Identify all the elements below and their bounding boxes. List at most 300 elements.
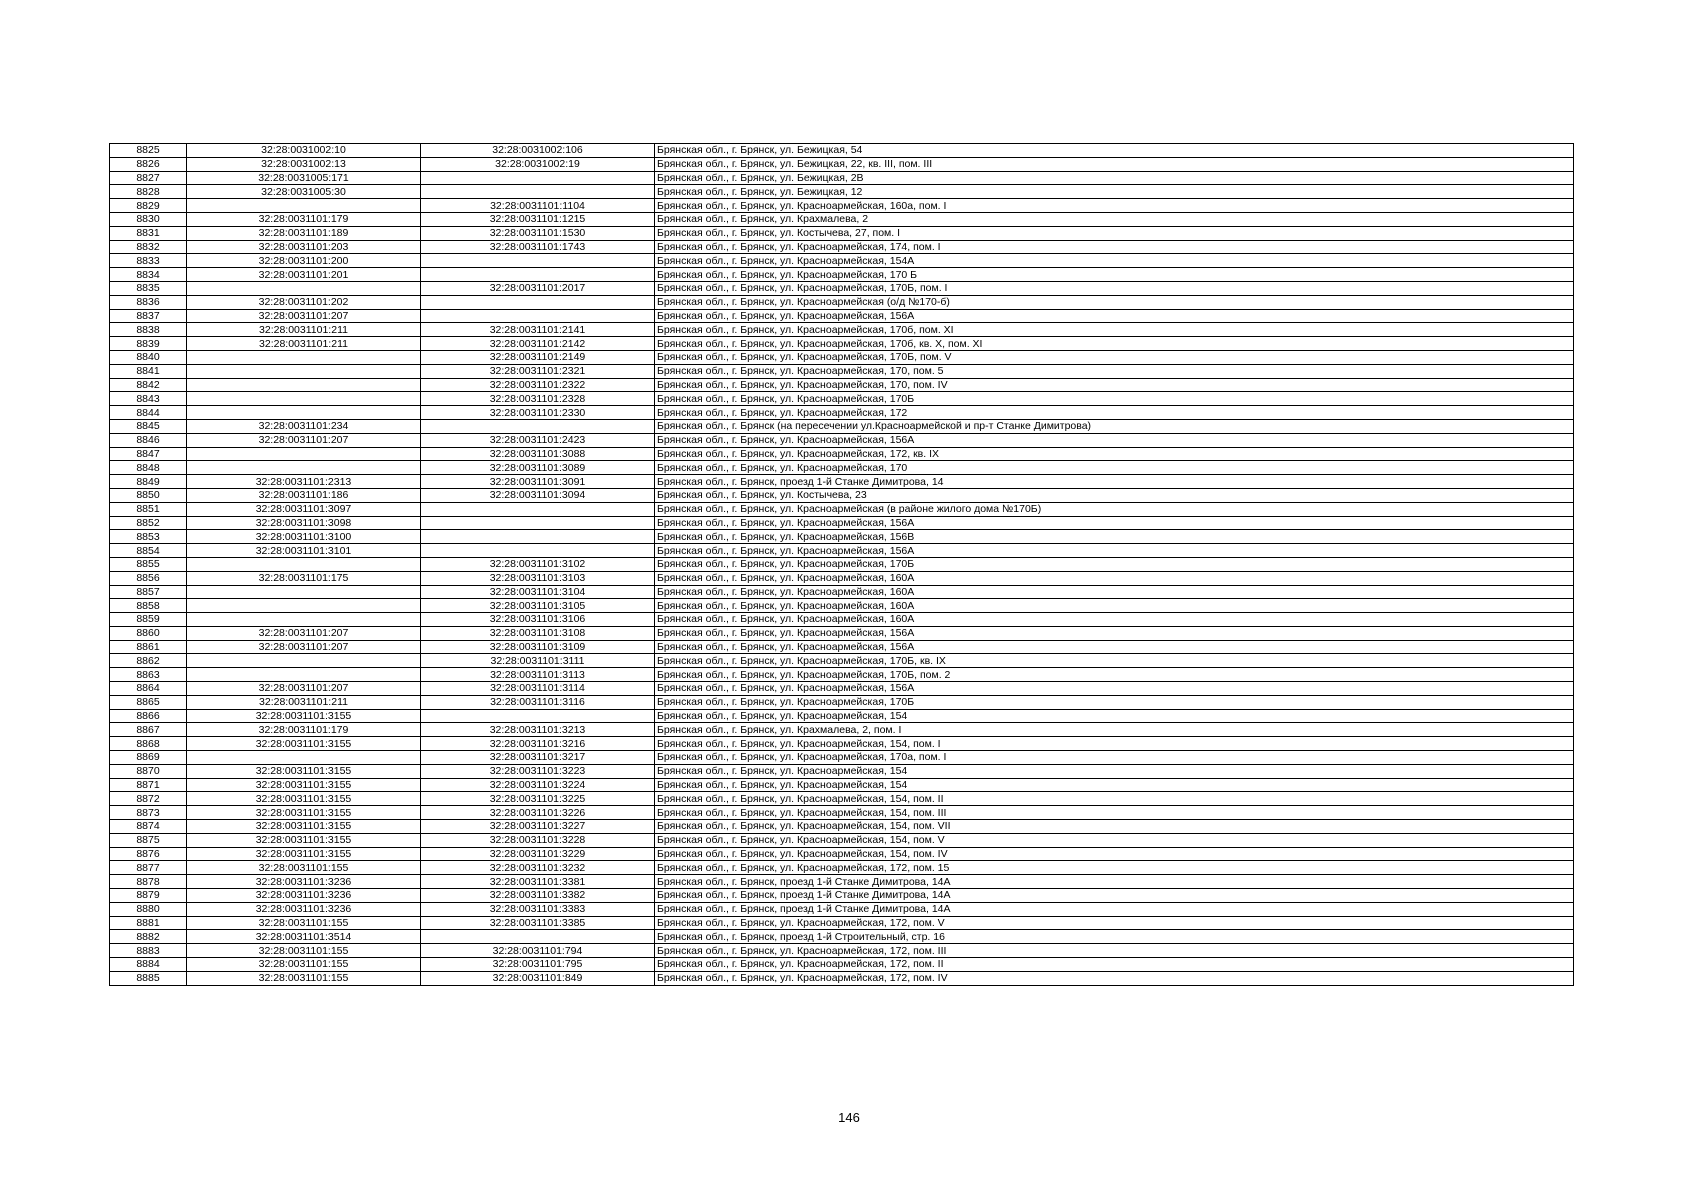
address-cell: Брянская обл., г. Брянск, ул. Красноармейская, 154, пом. VII (655, 820, 1574, 834)
table-row (110, 778, 1574, 792)
object-cadastral-number-cell: 32:28:0031101:3111 (421, 654, 655, 668)
table-row (110, 461, 1574, 475)
row-number-cell: 8839 (110, 337, 187, 351)
object-cadastral-number-cell: 32:28:0031101:3232 (421, 861, 655, 875)
object-cadastral-number-cell (421, 930, 655, 944)
row-number-cell: 8883 (110, 944, 187, 958)
row-number-cell: 8858 (110, 599, 187, 613)
table-row (110, 171, 1574, 185)
land-cadastral-number-cell (187, 613, 421, 627)
address-cell: Брянская обл., г. Брянск, ул. Красноармейская, 170Б, пом. I (655, 281, 1574, 295)
row-number-cell: 8860 (110, 626, 187, 640)
table-row (110, 323, 1574, 337)
row-number-cell: 8844 (110, 406, 187, 420)
row-number-cell: 8881 (110, 916, 187, 930)
table-row (110, 447, 1574, 461)
row-number-cell: 8866 (110, 709, 187, 723)
land-cadastral-number-cell (187, 406, 421, 420)
row-number-cell: 8832 (110, 240, 187, 254)
table-row (110, 916, 1574, 930)
table-row (110, 682, 1574, 696)
object-cadastral-number-cell: 32:28:0031101:1215 (421, 212, 655, 226)
land-cadastral-number-cell (187, 281, 421, 295)
row-number-cell: 8846 (110, 433, 187, 447)
address-cell: Брянская обл., г. Брянск, ул. Красноармейская, 160а, пом. I (655, 199, 1574, 213)
object-cadastral-number-cell: 32:28:0031101:3091 (421, 475, 655, 489)
object-cadastral-number-cell: 32:28:0031101:2330 (421, 406, 655, 420)
land-cadastral-number-cell: 32:28:0031005:30 (187, 185, 421, 199)
address-cell: Брянская обл., г. Брянск, ул. Красноармейская, 170Б, пом. V (655, 350, 1574, 364)
row-number-cell: 8831 (110, 226, 187, 240)
address-cell: Брянская обл., г. Брянск, ул. Красноармейская, 170Б, кв. IX (655, 654, 1574, 668)
land-cadastral-number-cell: 32:28:0031101:207 (187, 309, 421, 323)
land-cadastral-number-cell (187, 668, 421, 682)
address-cell: Брянская обл., г. Брянск, ул. Красноармейская, 172, пом. V (655, 916, 1574, 930)
land-cadastral-number-cell: 32:28:0031101:3098 (187, 516, 421, 530)
row-number-cell: 8829 (110, 199, 187, 213)
row-number-cell: 8868 (110, 737, 187, 751)
address-cell: Брянская обл., г. Брянск, проезд 1-й Станке Димитрова, 14А (655, 902, 1574, 916)
table-row (110, 833, 1574, 847)
table-row (110, 295, 1574, 309)
address-cell: Брянская обл., г. Брянск, ул. Красноармейская, 172, кв. IX (655, 447, 1574, 461)
land-cadastral-number-cell (187, 585, 421, 599)
table-row (110, 723, 1574, 737)
row-number-cell: 8836 (110, 295, 187, 309)
address-cell: Брянская обл., г. Брянск, ул. Красноармейская, 170Б (655, 392, 1574, 406)
row-number-cell: 8872 (110, 792, 187, 806)
land-cadastral-number-cell: 32:28:0031101:207 (187, 433, 421, 447)
object-cadastral-number-cell (421, 419, 655, 433)
address-cell: Брянская обл., г. Брянск, ул. Красноармейская, 156А (655, 544, 1574, 558)
land-cadastral-number-cell: 32:28:0031101:211 (187, 695, 421, 709)
address-cell: Брянская обл., г. Брянск, ул. Бежицкая, 22, кв. III, пом. III (655, 157, 1574, 171)
object-cadastral-number-cell: 32:28:0031101:3228 (421, 833, 655, 847)
row-number-cell: 8842 (110, 378, 187, 392)
object-cadastral-number-cell: 32:28:0031101:2017 (421, 281, 655, 295)
land-cadastral-number-cell: 32:28:0031101:207 (187, 626, 421, 640)
address-cell: Брянская обл., г. Брянск, ул. Крахмалева, 2 (655, 212, 1574, 226)
object-cadastral-number-cell: 32:28:0031101:2321 (421, 364, 655, 378)
address-cell: Брянская обл., г. Брянск, ул. Красноармейская, 170б, кв. X, пом. XI (655, 337, 1574, 351)
table-row (110, 392, 1574, 406)
address-cell: Брянская обл., г. Брянск, ул. Красноармейская (о/д №170-б) (655, 295, 1574, 309)
row-number-cell: 8828 (110, 185, 187, 199)
address-cell: Брянская обл., г. Брянск, ул. Красноармейская, 172, пом. II (655, 958, 1574, 972)
object-cadastral-number-cell: 32:28:0031101:3217 (421, 751, 655, 765)
land-cadastral-number-cell: 32:28:0031101:155 (187, 916, 421, 930)
land-cadastral-number-cell (187, 599, 421, 613)
table-row (110, 613, 1574, 627)
address-cell: Брянская обл., г. Брянск, проезд 1-й Станке Димитрова, 14А (655, 875, 1574, 889)
object-cadastral-number-cell (421, 516, 655, 530)
object-cadastral-number-cell (421, 295, 655, 309)
object-cadastral-number-cell: 32:28:0031101:3103 (421, 571, 655, 585)
address-cell: Брянская обл., г. Брянск, ул. Красноармейская, 154, пом. III (655, 806, 1574, 820)
land-cadastral-number-cell: 32:28:0031101:3101 (187, 544, 421, 558)
address-cell: Брянская обл., г. Брянск, ул. Красноармейская, 154 (655, 709, 1574, 723)
address-cell: Брянская обл., г. Брянск, ул. Красноармейская, 170Б (655, 557, 1574, 571)
object-cadastral-number-cell: 32:28:0031101:3108 (421, 626, 655, 640)
table-row (110, 737, 1574, 751)
land-cadastral-number-cell: 32:28:0031005:171 (187, 171, 421, 185)
land-cadastral-number-cell: 32:28:0031101:155 (187, 944, 421, 958)
table-row (110, 254, 1574, 268)
address-cell: Брянская обл., г. Брянск, ул. Красноармейская, 170 (655, 461, 1574, 475)
land-cadastral-number-cell: 32:28:0031101:3155 (187, 764, 421, 778)
address-cell: Брянская обл., г. Брянск, ул. Красноармейская (в районе жилого дома №170Б) (655, 502, 1574, 516)
row-number-cell: 8867 (110, 723, 187, 737)
land-cadastral-number-cell: 32:28:0031101:179 (187, 212, 421, 226)
land-cadastral-number-cell: 32:28:0031101:211 (187, 337, 421, 351)
object-cadastral-number-cell: 32:28:0031002:19 (421, 157, 655, 171)
address-cell: Брянская обл., г. Брянск, ул. Красноармейская, 154, пом. V (655, 833, 1574, 847)
land-cadastral-number-cell: 32:28:0031101:155 (187, 971, 421, 985)
registry-table-body (110, 144, 1574, 986)
address-cell: Брянская обл., г. Брянск, ул. Бежицкая, 54 (655, 144, 1574, 158)
land-cadastral-number-cell: 32:28:0031101:202 (187, 295, 421, 309)
table-row (110, 530, 1574, 544)
object-cadastral-number-cell: 32:28:0031101:3104 (421, 585, 655, 599)
land-cadastral-number-cell (187, 392, 421, 406)
table-row (110, 240, 1574, 254)
table-row (110, 433, 1574, 447)
row-number-cell: 8863 (110, 668, 187, 682)
address-cell: Брянская обл., г. Брянск, проезд 1-й Станке Димитрова, 14 (655, 475, 1574, 489)
land-cadastral-number-cell: 32:28:0031101:207 (187, 682, 421, 696)
address-cell: Брянская обл., г. Брянск, ул. Красноармейская, 154А (655, 254, 1574, 268)
land-cadastral-number-cell: 32:28:0031101:3155 (187, 778, 421, 792)
address-cell: Брянская обл., г. Брянск, ул. Красноармейская, 170Б, пом. 2 (655, 668, 1574, 682)
address-cell: Брянская обл., г. Брянск, ул. Крахмалева, 2, пом. I (655, 723, 1574, 737)
object-cadastral-number-cell (421, 254, 655, 268)
address-cell: Брянская обл., г. Брянск, ул. Красноармейская, 170Б (655, 695, 1574, 709)
object-cadastral-number-cell: 32:28:0031101:1104 (421, 199, 655, 213)
table-row (110, 502, 1574, 516)
address-cell: Брянская обл., г. Брянск, ул. Красноармейская, 154, пом. II (655, 792, 1574, 806)
object-cadastral-number-cell (421, 709, 655, 723)
row-number-cell: 8848 (110, 461, 187, 475)
registry-table (109, 143, 1574, 986)
land-cadastral-number-cell: 32:28:0031101:3514 (187, 930, 421, 944)
row-number-cell: 8834 (110, 268, 187, 282)
object-cadastral-number-cell (421, 268, 655, 282)
land-cadastral-number-cell: 32:28:0031002:10 (187, 144, 421, 158)
address-cell: Брянская обл., г. Брянск, ул. Красноармейская, 172, пом. III (655, 944, 1574, 958)
address-cell: Брянская обл., г. Брянск, ул. Красноармейская, 160А (655, 585, 1574, 599)
object-cadastral-number-cell: 32:28:0031101:3114 (421, 682, 655, 696)
row-number-cell: 8837 (110, 309, 187, 323)
address-cell: Брянская обл., г. Брянск, ул. Красноармейская, 156А (655, 640, 1574, 654)
object-cadastral-number-cell: 32:28:0031101:3223 (421, 764, 655, 778)
row-number-cell: 8870 (110, 764, 187, 778)
address-cell: Брянская обл., г. Брянск, ул. Красноармейская, 156В (655, 530, 1574, 544)
row-number-cell: 8841 (110, 364, 187, 378)
table-row (110, 806, 1574, 820)
table-row (110, 364, 1574, 378)
address-cell: Брянская обл., г. Брянск, ул. Красноармейская, 172 (655, 406, 1574, 420)
table-row (110, 419, 1574, 433)
address-cell: Брянская обл., г. Брянск (на пересечении ул.Красноармейской и пр-т Станке Димитрова) (655, 419, 1574, 433)
address-cell: Брянская обл., г. Брянск, ул. Красноармейская, 170а, пом. I (655, 751, 1574, 765)
land-cadastral-number-cell (187, 461, 421, 475)
row-number-cell: 8879 (110, 889, 187, 903)
row-number-cell: 8859 (110, 613, 187, 627)
row-number-cell: 8876 (110, 847, 187, 861)
table-row (110, 557, 1574, 571)
table-row (110, 309, 1574, 323)
table-row (110, 902, 1574, 916)
row-number-cell: 8830 (110, 212, 187, 226)
row-number-cell: 8845 (110, 419, 187, 433)
table-row (110, 958, 1574, 972)
land-cadastral-number-cell: 32:28:0031101:3155 (187, 806, 421, 820)
address-cell: Брянская обл., г. Брянск, ул. Красноармейская, 154, пом. IV (655, 847, 1574, 861)
land-cadastral-number-cell: 32:28:0031101:155 (187, 861, 421, 875)
address-cell: Брянская обл., г. Брянск, ул. Красноармейская, 172, пом. IV (655, 971, 1574, 985)
table-row (110, 185, 1574, 199)
object-cadastral-number-cell: 32:28:0031101:1743 (421, 240, 655, 254)
object-cadastral-number-cell: 32:28:0031101:3383 (421, 902, 655, 916)
row-number-cell: 8827 (110, 171, 187, 185)
table-row (110, 199, 1574, 213)
address-cell: Брянская обл., г. Брянск, ул. Красноармейская, 156А (655, 433, 1574, 447)
object-cadastral-number-cell: 32:28:0031101:3225 (421, 792, 655, 806)
row-number-cell: 8882 (110, 930, 187, 944)
row-number-cell: 8847 (110, 447, 187, 461)
address-cell: Брянская обл., г. Брянск, проезд 1-й Станке Димитрова, 14А (655, 889, 1574, 903)
row-number-cell: 8865 (110, 695, 187, 709)
row-number-cell: 8849 (110, 475, 187, 489)
object-cadastral-number-cell: 32:28:0031101:3227 (421, 820, 655, 834)
row-number-cell: 8851 (110, 502, 187, 516)
address-cell: Брянская обл., г. Брянск, ул. Красноармейская, 172, пом. 15 (655, 861, 1574, 875)
address-cell: Брянская обл., г. Брянск, ул. Красноармейская, 170, пом. 5 (655, 364, 1574, 378)
land-cadastral-number-cell: 32:28:0031101:207 (187, 640, 421, 654)
land-cadastral-number-cell: 32:28:0031101:3097 (187, 502, 421, 516)
object-cadastral-number-cell: 32:28:0031101:2141 (421, 323, 655, 337)
land-cadastral-number-cell: 32:28:0031101:3155 (187, 709, 421, 723)
object-cadastral-number-cell: 32:28:0031101:3116 (421, 695, 655, 709)
table-row (110, 212, 1574, 226)
table-row (110, 889, 1574, 903)
address-cell: Брянская обл., г. Брянск, ул. Красноармейская, 156А (655, 682, 1574, 696)
address-cell: Брянская обл., г. Брянск, ул. Красноармейская, 160А (655, 599, 1574, 613)
land-cadastral-number-cell: 32:28:0031101:189 (187, 226, 421, 240)
table-row (110, 709, 1574, 723)
object-cadastral-number-cell: 32:28:0031101:3089 (421, 461, 655, 475)
row-number-cell: 8857 (110, 585, 187, 599)
object-cadastral-number-cell: 32:28:0031101:3105 (421, 599, 655, 613)
table-row (110, 668, 1574, 682)
row-number-cell: 8853 (110, 530, 187, 544)
table-row (110, 475, 1574, 489)
object-cadastral-number-cell: 32:28:0031101:3106 (421, 613, 655, 627)
row-number-cell: 8840 (110, 350, 187, 364)
address-cell: Брянская обл., г. Брянск, ул. Красноармейская, 170 Б (655, 268, 1574, 282)
object-cadastral-number-cell (421, 171, 655, 185)
address-cell: Брянская обл., г. Брянск, ул. Бежицкая, 12 (655, 185, 1574, 199)
table-row (110, 847, 1574, 861)
address-cell: Брянская обл., г. Брянск, проезд 1-й Строительный, стр. 16 (655, 930, 1574, 944)
address-cell: Брянская обл., г. Брянск, ул. Красноармейская, 154, пом. I (655, 737, 1574, 751)
table-row (110, 157, 1574, 171)
land-cadastral-number-cell: 32:28:0031101:3155 (187, 792, 421, 806)
land-cadastral-number-cell: 32:28:0031101:200 (187, 254, 421, 268)
object-cadastral-number-cell: 32:28:0031101:2322 (421, 378, 655, 392)
address-cell: Брянская обл., г. Брянск, ул. Костычева, 23 (655, 488, 1574, 502)
land-cadastral-number-cell: 32:28:0031101:175 (187, 571, 421, 585)
address-cell: Брянская обл., г. Брянск, ул. Красноармейская, 170, пом. IV (655, 378, 1574, 392)
row-number-cell: 8843 (110, 392, 187, 406)
table-row (110, 337, 1574, 351)
row-number-cell: 8862 (110, 654, 187, 668)
row-number-cell: 8852 (110, 516, 187, 530)
address-cell: Брянская обл., г. Брянск, ул. Красноармейская, 160А (655, 571, 1574, 585)
object-cadastral-number-cell (421, 502, 655, 516)
object-cadastral-number-cell: 32:28:0031101:3094 (421, 488, 655, 502)
row-number-cell: 8877 (110, 861, 187, 875)
address-cell: Брянская обл., г. Брянск, ул. Красноармейская, 160А (655, 613, 1574, 627)
land-cadastral-number-cell: 32:28:0031002:13 (187, 157, 421, 171)
object-cadastral-number-cell: 32:28:0031101:3216 (421, 737, 655, 751)
table-row (110, 599, 1574, 613)
land-cadastral-number-cell (187, 350, 421, 364)
table-row (110, 861, 1574, 875)
table-row (110, 281, 1574, 295)
row-number-cell: 8861 (110, 640, 187, 654)
object-cadastral-number-cell: 32:28:0031101:2423 (421, 433, 655, 447)
object-cadastral-number-cell: 32:28:0031101:795 (421, 958, 655, 972)
land-cadastral-number-cell: 32:28:0031101:3155 (187, 833, 421, 847)
object-cadastral-number-cell: 32:28:0031101:3109 (421, 640, 655, 654)
row-number-cell: 8826 (110, 157, 187, 171)
object-cadastral-number-cell: 32:28:0031101:3088 (421, 447, 655, 461)
table-row (110, 875, 1574, 889)
object-cadastral-number-cell: 32:28:0031101:3213 (421, 723, 655, 737)
table-row (110, 226, 1574, 240)
object-cadastral-number-cell (421, 185, 655, 199)
row-number-cell: 8884 (110, 958, 187, 972)
object-cadastral-number-cell: 32:28:0031101:3381 (421, 875, 655, 889)
land-cadastral-number-cell (187, 378, 421, 392)
object-cadastral-number-cell (421, 530, 655, 544)
object-cadastral-number-cell: 32:28:0031101:3224 (421, 778, 655, 792)
land-cadastral-number-cell: 32:28:0031101:186 (187, 488, 421, 502)
table-row (110, 764, 1574, 778)
table-row (110, 585, 1574, 599)
object-cadastral-number-cell: 32:28:0031101:2328 (421, 392, 655, 406)
table-row (110, 640, 1574, 654)
row-number-cell: 8871 (110, 778, 187, 792)
land-cadastral-number-cell (187, 751, 421, 765)
table-row (110, 268, 1574, 282)
row-number-cell: 8825 (110, 144, 187, 158)
address-cell: Брянская обл., г. Брянск, ул. Бежицкая, 2В (655, 171, 1574, 185)
table-row (110, 971, 1574, 985)
address-cell: Брянская обл., г. Брянск, ул. Красноармейская, 170б, пом. XI (655, 323, 1574, 337)
object-cadastral-number-cell: 32:28:0031101:3229 (421, 847, 655, 861)
table-row (110, 488, 1574, 502)
row-number-cell: 8885 (110, 971, 187, 985)
object-cadastral-number-cell: 32:28:0031101:3226 (421, 806, 655, 820)
land-cadastral-number-cell: 32:28:0031101:3100 (187, 530, 421, 544)
object-cadastral-number-cell: 32:28:0031101:2149 (421, 350, 655, 364)
table-row (110, 944, 1574, 958)
object-cadastral-number-cell: 32:28:0031101:794 (421, 944, 655, 958)
land-cadastral-number-cell: 32:28:0031101:155 (187, 958, 421, 972)
table-row (110, 626, 1574, 640)
object-cadastral-number-cell: 32:28:0031101:3113 (421, 668, 655, 682)
land-cadastral-number-cell: 32:28:0031101:211 (187, 323, 421, 337)
object-cadastral-number-cell (421, 544, 655, 558)
row-number-cell: 8835 (110, 281, 187, 295)
object-cadastral-number-cell: 32:28:0031101:3382 (421, 889, 655, 903)
land-cadastral-number-cell: 32:28:0031101:203 (187, 240, 421, 254)
address-cell: Брянская обл., г. Брянск, ул. Красноармейская, 154 (655, 764, 1574, 778)
land-cadastral-number-cell: 32:28:0031101:201 (187, 268, 421, 282)
table-row (110, 571, 1574, 585)
land-cadastral-number-cell: 32:28:0031101:3155 (187, 847, 421, 861)
row-number-cell: 8855 (110, 557, 187, 571)
land-cadastral-number-cell (187, 654, 421, 668)
table-row (110, 406, 1574, 420)
row-number-cell: 8833 (110, 254, 187, 268)
object-cadastral-number-cell (421, 309, 655, 323)
land-cadastral-number-cell (187, 447, 421, 461)
row-number-cell: 8864 (110, 682, 187, 696)
land-cadastral-number-cell: 32:28:0031101:3236 (187, 875, 421, 889)
land-cadastral-number-cell: 32:28:0031101:3236 (187, 889, 421, 903)
page-number: 146 (838, 1110, 860, 1125)
row-number-cell: 8875 (110, 833, 187, 847)
address-cell: Брянская обл., г. Брянск, ул. Красноармейская, 156А (655, 516, 1574, 530)
table-row (110, 792, 1574, 806)
table-row (110, 544, 1574, 558)
land-cadastral-number-cell: 32:28:0031101:179 (187, 723, 421, 737)
object-cadastral-number-cell: 32:28:0031101:849 (421, 971, 655, 985)
row-number-cell: 8854 (110, 544, 187, 558)
table-row (110, 654, 1574, 668)
land-cadastral-number-cell: 32:28:0031101:234 (187, 419, 421, 433)
address-cell: Брянская обл., г. Брянск, ул. Костычева, 27, пом. I (655, 226, 1574, 240)
address-cell: Брянская обл., г. Брянск, ул. Красноармейская, 156А (655, 626, 1574, 640)
object-cadastral-number-cell: 32:28:0031101:3385 (421, 916, 655, 930)
table-row (110, 930, 1574, 944)
land-cadastral-number-cell (187, 557, 421, 571)
land-cadastral-number-cell: 32:28:0031101:3236 (187, 902, 421, 916)
table-row (110, 350, 1574, 364)
row-number-cell: 8856 (110, 571, 187, 585)
row-number-cell: 8878 (110, 875, 187, 889)
land-cadastral-number-cell: 32:28:0031101:3155 (187, 820, 421, 834)
address-cell: Брянская обл., г. Брянск, ул. Красноармейская, 174, пом. I (655, 240, 1574, 254)
object-cadastral-number-cell: 32:28:0031101:2142 (421, 337, 655, 351)
row-number-cell: 8873 (110, 806, 187, 820)
land-cadastral-number-cell (187, 364, 421, 378)
row-number-cell: 8838 (110, 323, 187, 337)
table-row (110, 820, 1574, 834)
row-number-cell: 8850 (110, 488, 187, 502)
row-number-cell: 8874 (110, 820, 187, 834)
table-row (110, 751, 1574, 765)
land-cadastral-number-cell: 32:28:0031101:2313 (187, 475, 421, 489)
table-row (110, 144, 1574, 158)
land-cadastral-number-cell: 32:28:0031101:3155 (187, 737, 421, 751)
table-row (110, 378, 1574, 392)
address-cell: Брянская обл., г. Брянск, ул. Красноармейская, 156А (655, 309, 1574, 323)
land-cadastral-number-cell (187, 199, 421, 213)
